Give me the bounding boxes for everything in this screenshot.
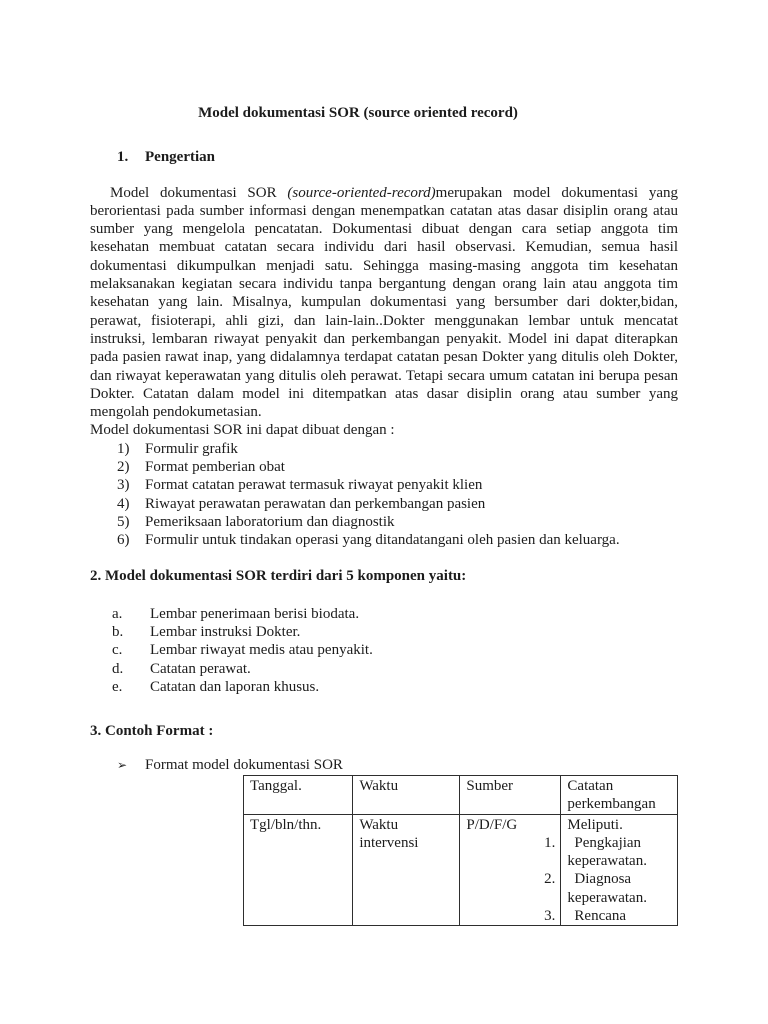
table-header-row bbox=[244, 775, 678, 814]
section1-heading-number: 1. bbox=[117, 149, 129, 166]
item-text: Format pemberian obat bbox=[145, 459, 285, 476]
sor-format-table bbox=[243, 775, 678, 926]
cell-tanggal: Tgl/bln/thn. bbox=[244, 814, 353, 926]
format-bullet-line bbox=[90, 756, 678, 774]
table-body-row bbox=[244, 814, 678, 926]
lettered-item bbox=[90, 623, 678, 641]
lettered-item bbox=[90, 678, 678, 696]
arrowhead-bullet-icon: ➢ bbox=[117, 757, 128, 772]
section1-heading bbox=[90, 148, 678, 166]
item-text: Pemeriksaan laboratorium dan diagnostik bbox=[145, 513, 395, 530]
cell-catatan bbox=[561, 814, 678, 926]
numbered-item bbox=[90, 458, 678, 476]
document-title: Model dokumentasi SOR (source oriented record) bbox=[198, 105, 518, 121]
lettered-item bbox=[90, 641, 678, 659]
spacer-line bbox=[466, 852, 556, 870]
lettered-item bbox=[90, 605, 678, 623]
catatan-heading: Meliputi. bbox=[567, 816, 623, 833]
format-bullet-label: Format model dokumentasi SOR bbox=[145, 756, 343, 773]
spacer-line bbox=[466, 889, 556, 907]
section1-heading-label: Pengertian bbox=[145, 149, 215, 166]
item-letter: e. bbox=[112, 679, 123, 696]
item-text: Lembar penerimaan berisi biodata. bbox=[150, 605, 360, 622]
header-cell-waktu: Waktu bbox=[353, 775, 460, 814]
sumber-list-number: 3. bbox=[544, 907, 556, 924]
sumber-list-number: 1. bbox=[544, 834, 556, 851]
item-number: 4) bbox=[117, 495, 130, 512]
section2-heading: 2. Model dokumentasi SOR terdiri dari 5 komponen yaitu: bbox=[90, 567, 467, 584]
item-text: Formulir grafik bbox=[145, 440, 238, 457]
item-letter: b. bbox=[112, 624, 124, 641]
item-text: Lembar riwayat medis atau penyakit. bbox=[150, 642, 373, 659]
cell-sumber bbox=[460, 814, 561, 926]
item-letter: a. bbox=[112, 605, 123, 622]
item-number: 2) bbox=[117, 459, 130, 476]
item-text: Riwayat perawatan perawatan dan perkembangan pasien bbox=[145, 495, 486, 512]
item-letter: d. bbox=[112, 660, 124, 677]
section1-paragraph bbox=[90, 184, 678, 422]
component-list bbox=[90, 605, 678, 696]
sumber-value: P/D/F/G bbox=[466, 816, 518, 833]
header-cell-catatan: Catatan perkembangan bbox=[561, 775, 678, 814]
paragraph-rest: merupakan model dokumentasi yang berorientasi pada sumber informasi dengan menempatkan catatan atas dasar disiplin orang atau sumber yang mengelola pencatatan. Dokumentasi dibuat dengan cara setiap anggota tim kesehatan membuat catatan secara individu dari hasil observasi. Kemudian, semua hasil dokumentasi dikumpulkan menjadi satu. Sehingga masing-masing anggota tim kesehatan melaksanakan kegiatan secara individu tanpa bergantung dengan orang lain atau anggota tim kesehatan yang lain. Misalnya, kumpulan dokumentasi yang bersumber dari dokter,bidan, perawat, fisioterapi, ahli gizi, dan lain-lain..Dokter menggunakan lembar untuk mencatat instruksi, lembaran riwayat penyakit dan perkembangan penyakit. Model ini dapat diterapkan pada pasien rawat inap, yang didalamnya terdapat catatan pesan Dokter yang ditulis oleh Dokter, dan riwayat keperawatan yang ditulis oleh perawat. Tetapi secara umum catatan ini berupa pesan Dokter. Catatan dalam model ini ditempatkan atas dasar disiplin orang atau sumber yang mengolah pendokumetasian. bbox=[90, 184, 678, 421]
header-cell-tanggal: Tanggal. bbox=[244, 775, 353, 814]
lettered-item bbox=[90, 660, 678, 678]
item-number: 5) bbox=[117, 513, 130, 530]
header-cell-sumber: Sumber bbox=[460, 775, 561, 814]
cell-waktu: Waktu intervensi bbox=[353, 814, 460, 926]
numbered-item bbox=[90, 476, 678, 494]
item-text: Formulir untuk tindakan operasi yang ditandatangani oleh pasien dan keluarga. bbox=[145, 532, 620, 549]
numbered-item bbox=[90, 513, 678, 531]
numbered-item bbox=[90, 495, 678, 513]
item-letter: c. bbox=[112, 642, 123, 659]
catatan-item: Pengkajian keperawatan. bbox=[567, 834, 647, 870]
item-text: Format catatan perawat termasuk riwayat penyakit klien bbox=[145, 477, 483, 494]
item-text: Lembar instruksi Dokter. bbox=[150, 624, 301, 641]
catatan-item: Diagnosa keperawatan. bbox=[567, 871, 647, 906]
item-text: Catatan dan laporan khusus. bbox=[150, 679, 320, 696]
numbered-item bbox=[90, 531, 678, 549]
item-text: Catatan perawat. bbox=[150, 660, 251, 677]
sumber-list-number: 2. bbox=[544, 871, 556, 888]
catatan-item: Rencana bbox=[574, 907, 627, 924]
paragraph-italic-term: (source-oriented-record) bbox=[287, 184, 436, 201]
item-number: 3) bbox=[117, 477, 130, 494]
section3-heading: 3. Contoh Format : bbox=[90, 723, 214, 740]
list-intro-line: Model dokumentasi SOR ini dapat dibuat dengan : bbox=[90, 422, 395, 439]
paragraph-lead: Model dokumentasi SOR bbox=[110, 184, 288, 201]
item-number: 1) bbox=[117, 440, 130, 457]
item-number: 6) bbox=[117, 532, 130, 549]
numbered-item bbox=[90, 440, 678, 458]
